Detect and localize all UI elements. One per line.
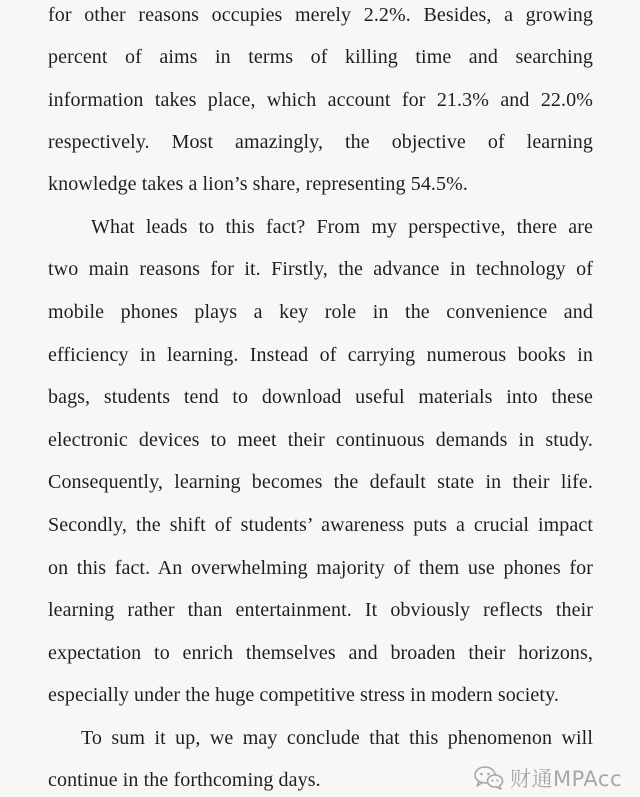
text-line: learning rather than entertainment. It obviously reflects their (48, 599, 593, 621)
text-line: bags, students tend to download useful materials into these (48, 386, 593, 408)
text-line: continue in the forthcoming days. (48, 769, 321, 791)
text-line: percent of aims in terms of killing time and searching (48, 46, 593, 68)
wechat-icon (474, 765, 504, 791)
text-line: efficiency in learning. Instead of carrying numerous books in (48, 344, 593, 366)
watermark-text: 财通MPAcc (509, 767, 622, 791)
text-line: two main reasons for it. Firstly, the advance in technology of (48, 258, 593, 280)
watermark (474, 763, 622, 793)
paragraph-first-line: To sum it up, we may conclude that this phenomenon will (81, 727, 593, 749)
text-line: mobile phones plays a key role in the convenience and (48, 301, 593, 323)
text-line: especially under the huge competitive stress in modern society. (48, 684, 559, 706)
text-line: Consequently, learning becomes the default state in their life. (48, 471, 593, 493)
text-line: respectively. Most amazingly, the objective of learning (48, 131, 593, 153)
text-line: Secondly, the shift of students’ awareness puts a crucial impact (48, 514, 593, 536)
text-line: on this fact. An overwhelming majority of them use phones for (48, 557, 593, 579)
text-line: information takes place, which account for 21.3% and 22.0% (48, 89, 593, 111)
text-line: electronic devices to meet their continuous demands in study. (48, 429, 593, 451)
text-line: knowledge takes a lion’s share, representing 54.5%. (48, 173, 468, 195)
text-line: for other reasons occupies merely 2.2%. Besides, a growing (48, 4, 593, 26)
text-line: expectation to enrich themselves and broaden their horizons, (48, 642, 593, 664)
paragraph-first-line: What leads to this fact? From my perspective, there are (91, 216, 593, 238)
